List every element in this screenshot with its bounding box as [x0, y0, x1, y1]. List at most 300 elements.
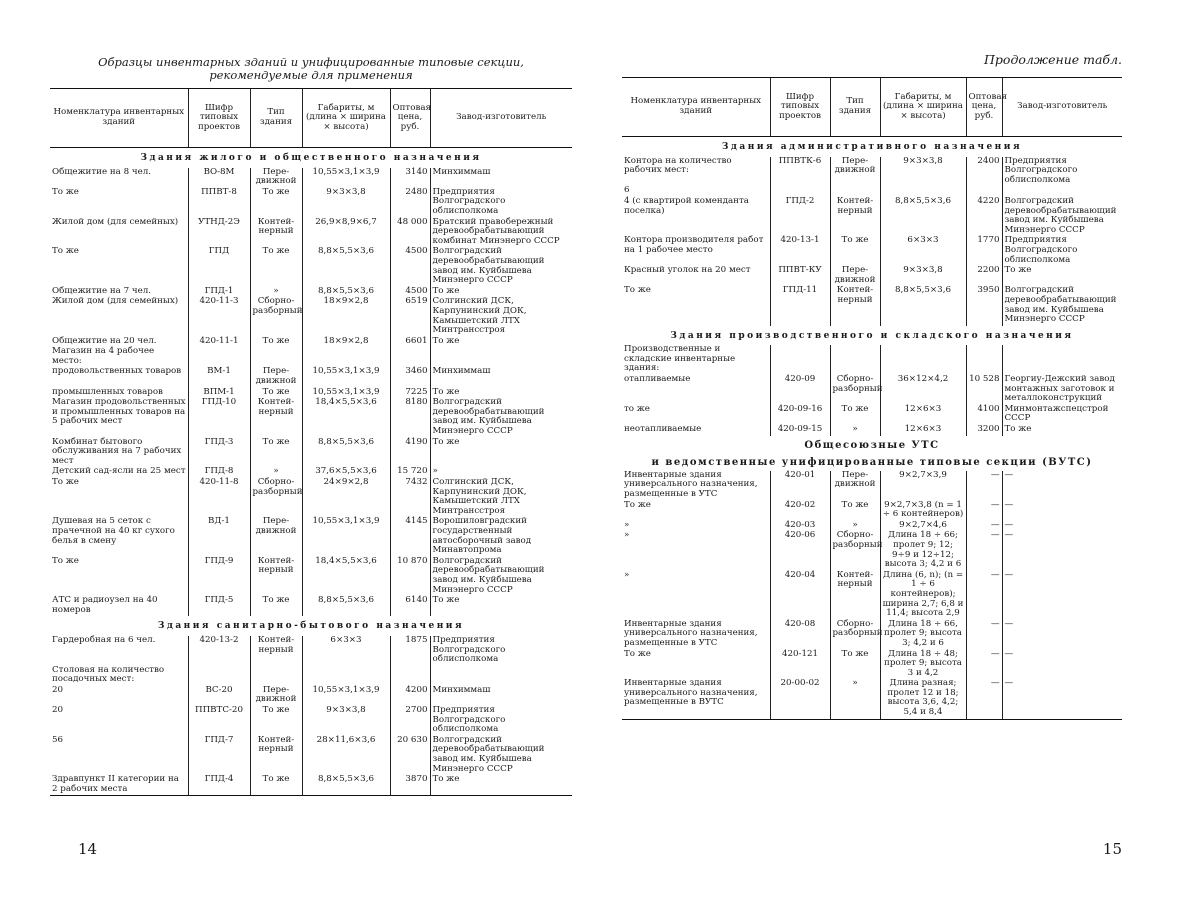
price-cell: 2200 — [966, 266, 1002, 286]
maker-cell: — — [1002, 521, 1122, 532]
table-row — [50, 398, 572, 437]
table-row — [622, 501, 1122, 521]
table-row — [50, 706, 572, 736]
dims-cell: 18×9×2,8 — [302, 337, 390, 348]
type-cell — [830, 345, 880, 375]
dims-cell: 24×9×2,8 — [302, 478, 390, 517]
maker-cell: Ворошиловградский государственный автосборочный завод Минавтопрома — [430, 517, 572, 556]
type-cell — [250, 347, 302, 367]
code-cell: 420-02 — [770, 501, 830, 521]
name-cell: Инвентарные здания универсального назначения, размещенные в ВУТС — [622, 679, 770, 719]
type-cell: То же — [830, 501, 880, 521]
dims-cell: 10,55×3,1×3,9 — [302, 168, 390, 188]
maker-cell: Минхиммаш — [430, 367, 572, 387]
section-heading — [622, 137, 1122, 157]
type-cell: Контей-нерный — [830, 197, 880, 236]
name-cell: Инвентарные здания универсального назначения, размещенные в УТС — [624, 469, 758, 499]
type-cell: Пере-движной — [250, 367, 302, 387]
maker-cell: » — [430, 467, 572, 478]
maker-cell: Волгоградский деревообрабатывающий завод им. Куйбышева Минэнерго СССР — [1002, 197, 1122, 236]
name-cell: Контора производителя работ на 1 рабочее место — [624, 235, 764, 255]
section-heading — [50, 148, 572, 168]
name-cell: То же — [624, 648, 651, 659]
code-cell: ГПД-1 — [188, 287, 250, 298]
dims-cell: 9×3×3,8 — [302, 188, 390, 218]
maker-cell: Предприятия Волгоградского облисполкома — [430, 706, 572, 736]
maker-cell: Солгинский ДСК, Карпунинский ДОК, Камышетский ЛТХ Минтрансстроя — [430, 297, 572, 336]
maker-cell: — — [1002, 620, 1122, 650]
left-table — [50, 88, 572, 796]
continuation-label: Продолжение табл. — [984, 52, 1122, 67]
header-price: Оптовая цена, руб. — [390, 89, 430, 148]
table-row — [50, 596, 572, 616]
maker-cell: То же — [1002, 266, 1122, 286]
type-cell: То же — [830, 405, 880, 425]
type-cell: Пере-движной — [250, 517, 302, 556]
maker-cell: То же — [1002, 425, 1122, 436]
dims-cell: 37,6×5,5×3,6 — [302, 467, 390, 478]
type-cell: То же — [250, 596, 302, 616]
price-cell: 4100 — [966, 405, 1002, 425]
group-heading — [622, 453, 1122, 471]
price-cell: 3460 — [390, 367, 430, 387]
table-row — [50, 347, 572, 367]
code-cell: ППВТ-КУ — [770, 266, 830, 286]
table-row — [622, 405, 1122, 425]
table-row — [622, 471, 1122, 501]
type-cell: Сборно-разборный — [250, 478, 302, 517]
name-cell: » — [624, 569, 630, 580]
price-cell: — — [966, 679, 1002, 719]
price-cell: 15 720 — [390, 467, 430, 478]
price-cell: — — [966, 471, 1002, 501]
type-cell — [250, 666, 302, 686]
maker-cell: Предприятия Волгоградского облисполкома — [430, 636, 572, 666]
table-row — [622, 531, 1122, 570]
maker-cell: Предприятия Волгоградского облисполкома — [1002, 157, 1122, 187]
type-cell: То же — [250, 247, 302, 286]
price-cell: 2400 — [966, 157, 1002, 187]
price-cell: 1875 — [390, 636, 430, 666]
maker-cell: — — [1002, 679, 1122, 719]
table-row — [622, 266, 1122, 286]
price-cell: — — [966, 521, 1002, 532]
maker-cell: То же — [430, 438, 572, 468]
price-cell: 48 000 — [390, 218, 430, 248]
name-cell: АТС и радиоузел на 40 номеров — [52, 595, 158, 615]
price-cell: 6519 — [390, 297, 430, 336]
code-cell: ГПД-11 — [770, 286, 830, 325]
type-cell: » — [830, 425, 880, 436]
name-cell: отапливаемые — [624, 374, 691, 385]
maker-cell: — — [1002, 571, 1122, 620]
code-cell: ГПД-9 — [188, 557, 250, 596]
table-row — [50, 218, 572, 248]
dims-cell: 8,8×5,5×3,6 — [880, 286, 966, 325]
type-cell: Пере-движной — [250, 686, 302, 706]
table-row — [622, 286, 1122, 325]
table-row — [50, 367, 572, 387]
name-cell: То же — [624, 285, 651, 296]
code-cell: 420-11-3 — [188, 297, 250, 336]
dims-cell: 10,55×3,1×3,9 — [302, 686, 390, 706]
maker-cell: Волгоградский деревообрабатывающий завод им. Куйбышева Минэнерго СССР — [1002, 286, 1122, 325]
right-page — [622, 0, 1122, 910]
type-cell: То же — [250, 438, 302, 468]
type-cell: То же — [250, 188, 302, 218]
table-row — [622, 571, 1122, 620]
price-cell: 6601 — [390, 337, 430, 348]
dims-cell: Длина 18 ÷ 66, пролет 9; высота 3; 4,2 и 6 — [880, 620, 966, 650]
dims-cell: 18,4×5,5×3,6 — [302, 398, 390, 437]
name-cell: Производственные и складские инвентарные здания: — [624, 344, 736, 374]
header-maker: Завод-изготовитель — [430, 89, 572, 148]
type-cell: То же — [250, 337, 302, 348]
type-cell: Сборно-разборный — [830, 620, 880, 650]
section-title: и ведомственные унифицированные типовые секции (ВУТС) — [651, 457, 1093, 469]
name-cell: То же — [52, 477, 79, 487]
dims-cell: 10,55×3,1×3,9 — [302, 517, 390, 556]
name-cell: То же — [52, 555, 79, 566]
maker-cell: Георгиу-Дежский завод монтажных заготовок и металлоконструкций — [1002, 375, 1122, 405]
table-row — [50, 168, 572, 188]
name-cell: Здравпункт II категории на 2 рабочих места — [50, 775, 188, 796]
header-name: Номенклатура инвентарных зданий — [622, 78, 770, 137]
dims-cell: Длина 18 ÷ 66; пролет 9; 12; 9÷9 и 12÷12; высота 3; 4,2 и 6 — [880, 531, 966, 570]
section-heading — [622, 326, 1122, 346]
code-cell: 20-00-02 — [770, 679, 830, 719]
code-cell: ГПД-4 — [188, 775, 250, 796]
maker-cell: Предприятия Волгоградского облисполкома — [430, 188, 572, 218]
code-cell: ВД-1 — [188, 517, 250, 556]
table-row — [50, 247, 572, 286]
table-row — [50, 686, 572, 706]
dims-cell — [302, 347, 390, 367]
price-cell: 4145 — [390, 517, 430, 556]
right-table-body — [622, 137, 1122, 720]
page-number-left: 14 — [78, 840, 98, 858]
code-cell: ГПД — [188, 247, 250, 286]
dims-cell: 8,8×5,5×3,6 — [302, 287, 390, 298]
maker-cell: Волгоградский деревообрабатывающий завод им. Куйбышева Минэнерго СССР — [430, 247, 572, 286]
code-cell: ГПД-7 — [188, 736, 250, 775]
code-cell: 420-13-2 — [188, 636, 250, 666]
dims-cell: Длина разная; пролет 12 и 18; высота 3,6, 4,2; 5,4 и 8,4 — [880, 679, 966, 719]
price-cell: 3140 — [390, 168, 430, 188]
dims-cell: 18×9×2,8 — [302, 297, 390, 336]
type-cell: Пере-движной — [830, 266, 880, 286]
maker-cell: Волгоградский деревообрабатывающий завод им. Куйбышева Минэнерго СССР — [430, 557, 572, 596]
price-cell: 4190 — [390, 438, 430, 468]
price-cell: 4500 — [390, 247, 430, 286]
type-cell: Сборно-разборный — [830, 531, 880, 570]
dims-cell: 18,4×5,5×3,6 — [302, 557, 390, 596]
maker-cell: То же — [430, 287, 572, 298]
table-row — [50, 438, 572, 468]
price-cell: 4220 — [966, 197, 1002, 236]
section-title: Здания административного назначения — [721, 142, 1023, 152]
dims-cell: 8,8×5,5×3,6 — [302, 438, 390, 468]
name-cell: то же — [624, 403, 650, 414]
name-cell: 6 — [624, 185, 630, 196]
price-cell: 2480 — [390, 188, 430, 218]
code-cell: 420-08 — [770, 620, 830, 650]
name-cell: Жилой дом (для семейных) — [52, 216, 179, 227]
name-cell: Детский сад-ясли на 25 мест — [52, 466, 186, 477]
table-row — [50, 517, 572, 556]
price-cell: — — [966, 571, 1002, 620]
table-row — [50, 666, 572, 686]
type-cell: То же — [250, 775, 302, 796]
table-row — [622, 679, 1122, 719]
dims-cell: 10,55×3,1×3,9 — [302, 367, 390, 387]
code-cell: ГПД-2 — [770, 197, 830, 236]
maker-cell — [1002, 345, 1122, 375]
group-heading — [622, 436, 1122, 454]
code-cell: ГПД-10 — [188, 398, 250, 437]
type-cell: » — [250, 467, 302, 478]
price-cell: — — [966, 650, 1002, 680]
price-cell: — — [966, 620, 1002, 650]
price-cell: 6140 — [390, 596, 430, 616]
dims-cell: 12×6×3 — [880, 405, 966, 425]
name-cell: промышленных товаров — [52, 386, 163, 397]
code-cell — [188, 347, 250, 367]
table-row — [622, 197, 1122, 236]
name-cell: Магазин продовольственных и промышленных товаров на 5 рабочих мест — [52, 397, 186, 427]
header-name: Номенклатура инвентарных зданий — [50, 89, 188, 148]
type-cell: То же — [250, 706, 302, 736]
code-cell: 420-09-15 — [770, 425, 830, 436]
type-cell: » — [830, 679, 880, 719]
table-row — [622, 236, 1122, 266]
price-cell: 4200 — [390, 686, 430, 706]
dims-cell: 8,8×5,5×3,6 — [302, 596, 390, 616]
dims-cell: 9×3×3,8 — [880, 157, 966, 187]
code-cell: ВМ-1 — [188, 367, 250, 387]
table-row — [50, 297, 572, 336]
maker-cell: То же — [430, 388, 572, 399]
code-cell: 420-121 — [770, 650, 830, 680]
maker-cell: То же — [430, 596, 572, 616]
price-cell: 1770 — [966, 236, 1002, 266]
header-type: Тип здания — [830, 78, 880, 137]
price-cell — [390, 347, 430, 367]
section-title: Здания санитарно-бытового назначения — [157, 621, 465, 632]
code-cell: ВПМ-1 — [188, 388, 250, 399]
name-cell: Общежитие на 7 чел. — [52, 285, 152, 296]
price-cell: — — [966, 501, 1002, 521]
section-title: Здания производственного и складского назначения — [670, 330, 1074, 341]
dims-cell: Длина (6, n); (n = 1 ÷ 6 контейнеров); ширина 2,7; 6,8 и 11,4; высота 2,9 — [880, 571, 966, 620]
left-table-body — [50, 148, 572, 796]
left-title: Образцы инвентарных зданий и унифицированные типовые секции, рекомендуемые для применения — [98, 55, 524, 82]
maker-cell: То же — [430, 337, 572, 348]
type-cell: Сборно-разборный — [830, 375, 880, 405]
type-cell: То же — [830, 650, 880, 680]
maker-cell: Предприятия Волгоградского облисполкома — [1002, 236, 1122, 266]
code-cell: 420-03 — [770, 521, 830, 532]
maker-cell: Братский правобережный деревообрабатывающий комбинат Минэнерго СССР — [430, 218, 572, 248]
maker-cell: — — [1002, 650, 1122, 680]
maker-cell: Волгоградский деревообрабатывающий завод им. Куйбышева Минэнерго СССР — [430, 398, 572, 437]
maker-cell — [430, 666, 572, 686]
code-cell: 420-06 — [770, 531, 830, 570]
name-cell: Душевая на 5 сеток с прачечной на 40 кг сухого белья в смену — [52, 516, 175, 546]
header-type: Тип здания — [250, 89, 302, 148]
table-row — [50, 188, 572, 218]
table-row — [50, 736, 572, 775]
name-cell: Красный уголок на 20 мест — [624, 265, 751, 276]
type-cell: Контей-нерный — [250, 636, 302, 666]
code-cell: ВС-20 — [188, 686, 250, 706]
maker-cell: — — [1002, 471, 1122, 501]
code-cell: 420-11-8 — [188, 478, 250, 517]
name-cell: неотапливаемые — [624, 424, 702, 435]
price-cell: 3950 — [966, 286, 1002, 325]
dims-cell: 8,8×5,5×3,6 — [880, 197, 966, 236]
table-row — [622, 375, 1122, 405]
dims-cell: 8,8×5,5×3,6 — [302, 775, 390, 796]
section-title: Здания жилого и общественного назначения — [140, 153, 482, 163]
price-cell — [966, 345, 1002, 375]
code-cell — [770, 345, 830, 375]
price-cell: 10 528 — [966, 375, 1002, 405]
maker-cell: — — [1002, 501, 1122, 521]
maker-cell: Минмонтажспецстрой СССР — [1002, 405, 1122, 425]
code-cell: УТНД-2Э — [188, 218, 250, 248]
dims-cell: 26,9×8,9×6,7 — [302, 218, 390, 248]
code-cell: ГПД-8 — [188, 467, 250, 478]
type-cell: Пере-движной — [830, 157, 880, 187]
name-cell: » — [624, 530, 630, 541]
code-cell: ВО-8М — [188, 168, 250, 188]
code-cell: ППВТ-8 — [188, 188, 250, 218]
header-dims: Габариты, м (длина × ширина × высота) — [880, 78, 966, 137]
type-cell: Контей-нерный — [250, 736, 302, 775]
table-row — [622, 620, 1122, 650]
name-cell: Комбинат бытового обслуживания на 7 рабочих мест — [52, 436, 182, 466]
name-cell: 20 — [52, 684, 64, 695]
right-table — [622, 77, 1122, 720]
name-cell: Жилой дом (для семейных) — [52, 296, 179, 307]
code-cell: ГПД-5 — [188, 596, 250, 616]
type-cell: Контей-нерный — [250, 398, 302, 437]
name-cell: Магазин на 4 рабочее место: — [52, 346, 155, 366]
code-cell: ППВТС-20 — [188, 706, 250, 736]
code-cell: ППВТК-6 — [770, 157, 830, 187]
maker-cell: Минхиммаш — [430, 686, 572, 706]
type-cell: То же — [830, 236, 880, 266]
dims-cell — [302, 666, 390, 686]
name-cell: То же — [624, 499, 651, 510]
header-price: Оптовая цена, руб. — [966, 78, 1002, 137]
dims-cell: 10,55×3,1×3,9 — [302, 388, 390, 399]
table-row — [622, 650, 1122, 680]
maker-cell: Минхиммаш — [430, 168, 572, 188]
price-cell: 7432 — [390, 478, 430, 517]
price-cell: 3200 — [966, 425, 1002, 436]
type-cell: Контей-нерный — [830, 286, 880, 325]
type-cell: То же — [250, 388, 302, 399]
code-cell: 420-04 — [770, 571, 830, 620]
name-cell: Столовая на количество посадочных мест: — [52, 664, 165, 685]
dims-cell: 6×3×3 — [302, 636, 390, 666]
name-cell: То же — [52, 246, 79, 257]
maker-cell: То же — [430, 775, 572, 796]
type-cell: » — [250, 287, 302, 298]
table-row — [50, 478, 572, 517]
type-cell: Пере-движной — [250, 168, 302, 188]
name-cell: Контора на количество рабочих мест: — [624, 155, 732, 176]
maker-cell: Солгинский ДСК, Карпунинский ДОК, Камышетский ЛТХ Минтрансстроя — [430, 478, 572, 517]
price-cell: 7225 — [390, 388, 430, 399]
dims-cell: 9×2,7×3,9 — [880, 471, 966, 501]
price-cell: — — [966, 531, 1002, 570]
table-row — [50, 775, 572, 796]
dims-cell: 9×3×3,8 — [302, 706, 390, 736]
name-cell: » — [624, 519, 630, 530]
price-cell: 8180 — [390, 398, 430, 437]
name-cell: Общежитие на 8 чел. — [52, 166, 152, 177]
price-cell — [390, 666, 430, 686]
type-cell: » — [830, 521, 880, 532]
code-cell: 420-01 — [770, 471, 830, 501]
header-maker: Завод-изготовитель — [1002, 78, 1122, 137]
dims-cell: Длина 18 ÷ 48; пролет 9; высота 3 и 4,2 — [880, 650, 966, 680]
code-cell — [188, 666, 250, 686]
code-cell: 420-13-1 — [770, 236, 830, 266]
table-row — [50, 636, 572, 666]
page-number-right: 15 — [1102, 840, 1122, 858]
name-cell: 20 — [52, 705, 64, 716]
dims-cell: 12×6×3 — [880, 425, 966, 436]
code-cell: ГПД-3 — [188, 438, 250, 468]
code-cell: 420-09 — [770, 375, 830, 405]
type-cell: Контей-нерный — [250, 557, 302, 596]
dims-cell: 36×12×4,2 — [880, 375, 966, 405]
type-cell: Контей-нерный — [830, 571, 880, 620]
header-code: Шифр типовых проектов — [770, 78, 830, 137]
table-row — [622, 345, 1122, 375]
table-row — [622, 157, 1122, 187]
type-cell: Сборно-разборный — [250, 297, 302, 336]
name-cell: Гардеробная на 6 чел. — [52, 634, 156, 645]
section-title: Общесоюзные УТС — [804, 439, 940, 451]
dims-cell: 6×3×3 — [880, 236, 966, 266]
type-cell: Контей-нерный — [250, 218, 302, 248]
maker-cell: — — [1002, 531, 1122, 570]
price-cell: 2700 — [390, 706, 430, 736]
header-dims: Габариты, м (длина × ширина × высота) — [302, 89, 390, 148]
name-cell: 4 (с квартирой коменданта поселка) — [624, 195, 749, 216]
table-row — [50, 557, 572, 596]
price-cell: 3870 — [390, 775, 430, 796]
maker-cell — [430, 347, 572, 367]
dims-cell: 9×2,7×3,8 (n = 1 ÷ 6 контейнеров) — [880, 501, 966, 521]
dims-cell: 9×3×3,8 — [880, 266, 966, 286]
dims-cell: 28×11,6×3,6 — [302, 736, 390, 775]
section-heading — [50, 616, 572, 636]
name-cell: Общежитие на 20 чел. — [52, 335, 157, 346]
type-cell: Пере-движной — [830, 471, 880, 501]
maker-cell: Волгоградский деревообрабатывающий завод им. Куйбышева Минэнерго СССР — [430, 736, 572, 775]
left-page — [50, 0, 572, 910]
name-cell: То же — [52, 186, 79, 197]
dims-cell: 9×2,7×4,6 — [880, 521, 966, 532]
code-cell: 420-11-1 — [188, 337, 250, 348]
header-code: Шифр типовых проектов — [188, 89, 250, 148]
